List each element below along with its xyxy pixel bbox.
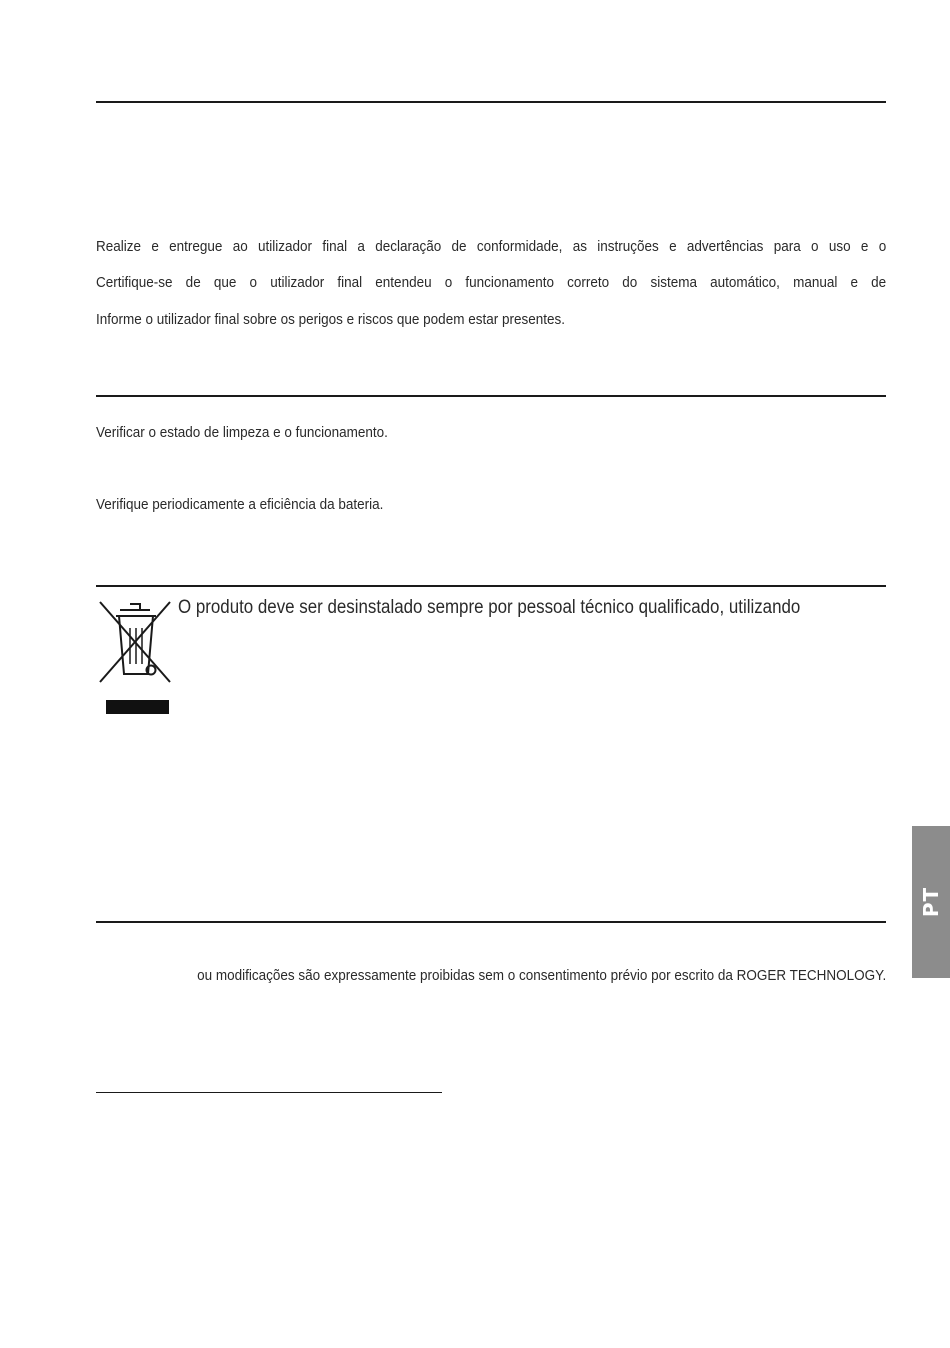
modifications-notice-text: ou modificações são expressamente proibidas sem o consentimento prévio por escrito da ROGER TECHNOLOGY. — [197, 967, 887, 984]
disposal-text: O produto deve ser desinstalado sempre por pessoal técnico qualificado, utilizando — [178, 597, 801, 618]
section-divider-1 — [96, 101, 886, 103]
battery-check-text: Verifique periodicamente a eficiência da bateria. — [96, 496, 384, 513]
crossed-out-wheelie-bin-icon — [96, 598, 174, 716]
section-divider-3 — [96, 585, 886, 587]
section-divider-2 — [96, 395, 886, 397]
delivery-declaration-text: Realize e entregue ao utilizador final a declaração de conformidade, as instruções e advertências para o uso e o — [96, 238, 887, 255]
user-understanding-text: Certifique-se de que o utilizador final entendeu o funcionamento correto do sistema automático, manual e de — [96, 274, 887, 291]
user-risks-text: Informe o utilizador final sobre os perigos e riscos que podem estar presentes. — [96, 311, 565, 328]
language-side-tab — [912, 826, 950, 978]
language-tab-label: PT — [919, 886, 943, 918]
footnote-divider — [96, 1092, 442, 1093]
cleaning-check-text: Verificar o estado de limpeza e o funcionamento. — [96, 424, 388, 441]
section-divider-4 — [96, 921, 886, 923]
